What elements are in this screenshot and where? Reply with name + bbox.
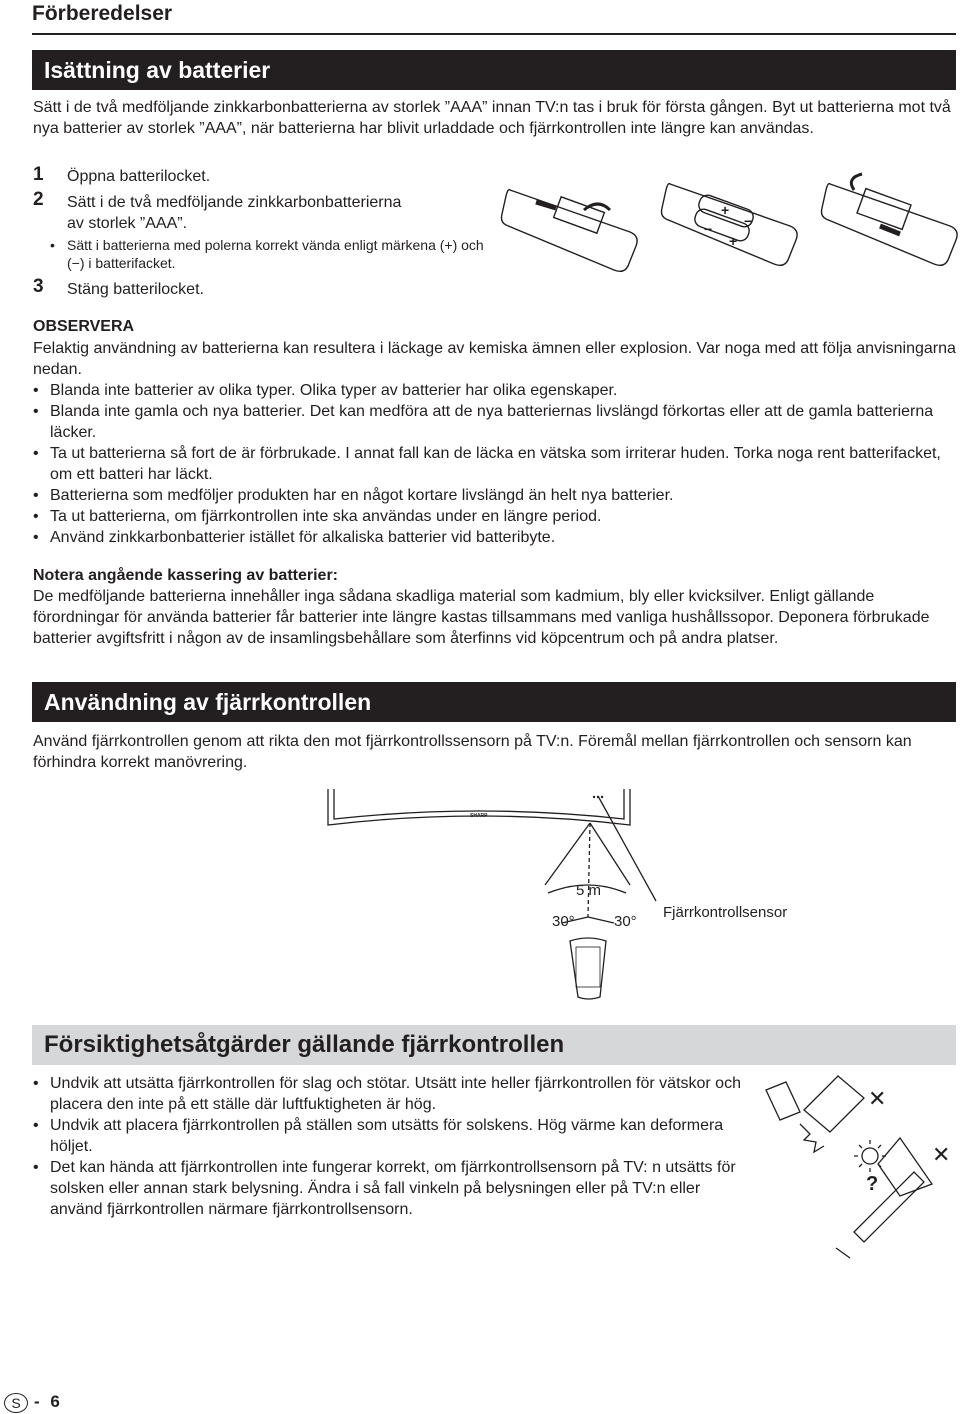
minus-symbol: − bbox=[704, 221, 713, 237]
remote-range-illustration bbox=[320, 785, 820, 1005]
list-item: • Undvik att placera fjärrkontrollen på ställen som utsätts för solskens. Hög värme kan deformera höljet. bbox=[33, 1117, 724, 1155]
list-item-text: Undvik att placera fjärrkontrollen på ställen som utsätts för solskens. Hög värme kan deformera höljet. bbox=[50, 1117, 724, 1155]
list-item: • Ta ut batterierna, om fjärrkontrollen inte ska användas under en längre period. bbox=[33, 508, 602, 525]
list-item-text: Ta ut batterierna så fort de är förbrukade. I annat fall kan de läcka en vätska som irriterar huden. Torka noga rent batterifacket, om ett batteri har läckt. bbox=[50, 445, 941, 483]
step-text: Stäng batterilocket. bbox=[67, 281, 204, 298]
cross-icon: ✕ bbox=[868, 1086, 887, 1111]
usage-text: Använd fjärrkontrollen genom att rikta den mot fjärrkontrollssensorn på TV:n. Föremål mellan fjärrkontrollen och sensorn kan förhindra korrekt manövrering. bbox=[33, 733, 912, 771]
tv-icon bbox=[878, 1138, 932, 1196]
step-number: 3 bbox=[33, 276, 44, 297]
heading-rule bbox=[32, 33, 956, 35]
bullet-text: Sätt i batterierna med polerna korrekt vända enligt märkena (+) och (−) i batterifacket. bbox=[67, 237, 484, 271]
list-item: • Använd zinkkarbonbatterier istället för alkaliska batterier vid batteribyte. bbox=[33, 529, 556, 546]
section-title-batteries: Isättning av batterier bbox=[44, 57, 271, 83]
question-icon: ? bbox=[866, 1173, 879, 1195]
step-number: 1 bbox=[33, 164, 44, 185]
section-title-usage: Användning av fjärrkontrollen bbox=[44, 689, 372, 715]
list-item-text: Blanda inte batterier av olika typer. Olika typer av batterier har olika egenskaper. bbox=[50, 382, 618, 399]
list-item: • Blanda inte gamla och nya batterier. Det kan medföra att de nya batteriernas livslängd förkortas eller att de gamla batterierna läcker. bbox=[33, 403, 934, 441]
tv-illustration bbox=[328, 789, 630, 825]
section-bar-usage bbox=[32, 682, 956, 722]
remote-icon-2 bbox=[854, 1172, 924, 1242]
list-item-text: Det kan hända att fjärrkontrollen inte fungerar korrekt, om fjärrkontrollsensorn på TV: n utsätts för solsken eller annan stark belysning. Ändra i så fall vinkeln på belysningen eller på TV:n eller använd fjärrkontrollen närmare fjärrkontrollsensorn. bbox=[50, 1159, 736, 1218]
page-heading: Förberedelser bbox=[32, 2, 173, 25]
angle-right-label: 30° bbox=[614, 913, 637, 930]
page-number bbox=[34, 1392, 60, 1412]
remote-illustration-2 bbox=[662, 184, 798, 266]
section-bar-batteries bbox=[32, 50, 956, 90]
sun-icon bbox=[862, 1148, 878, 1164]
list-item-text: Ta ut batterierna, om fjärrkontrollen inte ska användas under en längre period. bbox=[50, 508, 602, 525]
page-number-separator: - bbox=[34, 1392, 40, 1411]
observera-list bbox=[33, 380, 958, 548]
minus-symbol: − bbox=[744, 213, 753, 229]
step-number: 2 bbox=[33, 189, 44, 210]
precautions-list bbox=[33, 1073, 753, 1220]
list-item: • Det kan hända att fjärrkontrollen inte fungerar korrekt, om fjärrkontrollsensorn på TV: n utsätts för solsken eller annan stark belysning. Ändra i så fall vinkeln på belysningen eller på TV:n eller använd fjärrkontrollen närmare fjärrkontrollsensorn. bbox=[33, 1159, 736, 1218]
battery-steps-illustration bbox=[500, 170, 960, 285]
list-item: • Batterierna som medföljer produkten har en något kortare livslängd än helt nya batterier. bbox=[33, 487, 674, 504]
angle-left-label: 30° bbox=[552, 913, 575, 930]
plus-symbol: + bbox=[729, 233, 738, 249]
list-item-text: Använd zinkkarbonbatterier istället för alkaliska batterier vid batteribyte. bbox=[50, 529, 556, 546]
glass-icon bbox=[766, 1082, 800, 1120]
sensor-label: Fjärrkontrollsensor bbox=[663, 904, 788, 921]
list-item-text: Blanda inte gamla och nya batterier. Det kan medföra att de nya batteriernas livslängd förkortas eller att de gamla batterierna läcker. bbox=[50, 403, 934, 441]
region-badge: S bbox=[4, 1393, 28, 1413]
bullet-dot: • bbox=[50, 237, 55, 253]
section-title-precautions: Försiktighetsåtgärder gällande fjärrkontrollen bbox=[44, 1031, 565, 1058]
cross-icon: ✕ bbox=[932, 1142, 951, 1167]
observera-text: Felaktig användning av batterierna kan resultera i läckage av kemiska ämnen eller explosion. Var noga med att följa anvisningarna nedan. bbox=[33, 340, 956, 378]
page-number-value: 6 bbox=[50, 1392, 60, 1411]
remote-illustration-1 bbox=[502, 190, 638, 272]
disposal-title: Notera angående kassering av batterier: bbox=[33, 567, 339, 584]
list-item: • Ta ut batterierna så fort de är förbrukade. I annat fall kan de läcka en vätska som irriterar huden. Torka noga rent batterifacket, om ett batteri har läckt. bbox=[33, 445, 941, 483]
list-item: • Undvik att utsätta fjärrkontrollen för slag och stötar. Utsätt inte heller fjärrkontrollen för vätskor och placera den inte på ett ställe där luftfuktigheten är hög. bbox=[33, 1075, 741, 1113]
list-item-text: Undvik att utsätta fjärrkontrollen för slag och stötar. Utsätt inte heller fjärrkontrollen för vätskor och placera den inte på ett ställe där luftfuktigheten är hög. bbox=[50, 1075, 741, 1113]
step-text: Öppna batterilocket. bbox=[67, 168, 211, 185]
disposal-text: De medföljande batterierna innehåller inga sådana skadliga material som kadmium, bly eller kvicksilver. Enligt gällande förordningar för använda batterier får batterier inte längre kastas tillsammans med vanliga hushållssopor. Deponera förbrukade batterier avgiftsfritt i någon av de insamlingsbehållare som återfinns vid köpcentrum och på andra platser. bbox=[33, 588, 930, 647]
distance-label: 5 m bbox=[576, 882, 602, 899]
observera-title: OBSERVERA bbox=[33, 318, 135, 335]
step-text-line2: av storlek ”AAA”. bbox=[67, 215, 188, 232]
plus-symbol: + bbox=[721, 202, 730, 218]
battery-intro: Sätt i de två medföljande zinkkarbonbatterierna av storlek ”AAA” innan TV:n tas i bruk för första gången. Byt ut batterierna mot två nya batterier av storlek ”AAA”, när batterierna har blivit urladdade och fjärrkontrollen inte längre kan användas. bbox=[33, 99, 951, 137]
list-item: • Blanda inte batterier av olika typer. Olika typer av batterier har olika egenskaper. bbox=[33, 382, 618, 399]
remote-icon bbox=[804, 1076, 864, 1132]
section-bar-precautions bbox=[32, 1025, 956, 1065]
brand-logo: SHARP bbox=[470, 813, 488, 819]
list-item-text: Batterierna som medföljer produkten har en något kortare livslängd än helt nya batterier. bbox=[50, 487, 674, 504]
step-text: Sätt i de två medföljande zinkkarbonbatterierna bbox=[67, 194, 402, 211]
precautions-illustration bbox=[760, 1072, 955, 1277]
